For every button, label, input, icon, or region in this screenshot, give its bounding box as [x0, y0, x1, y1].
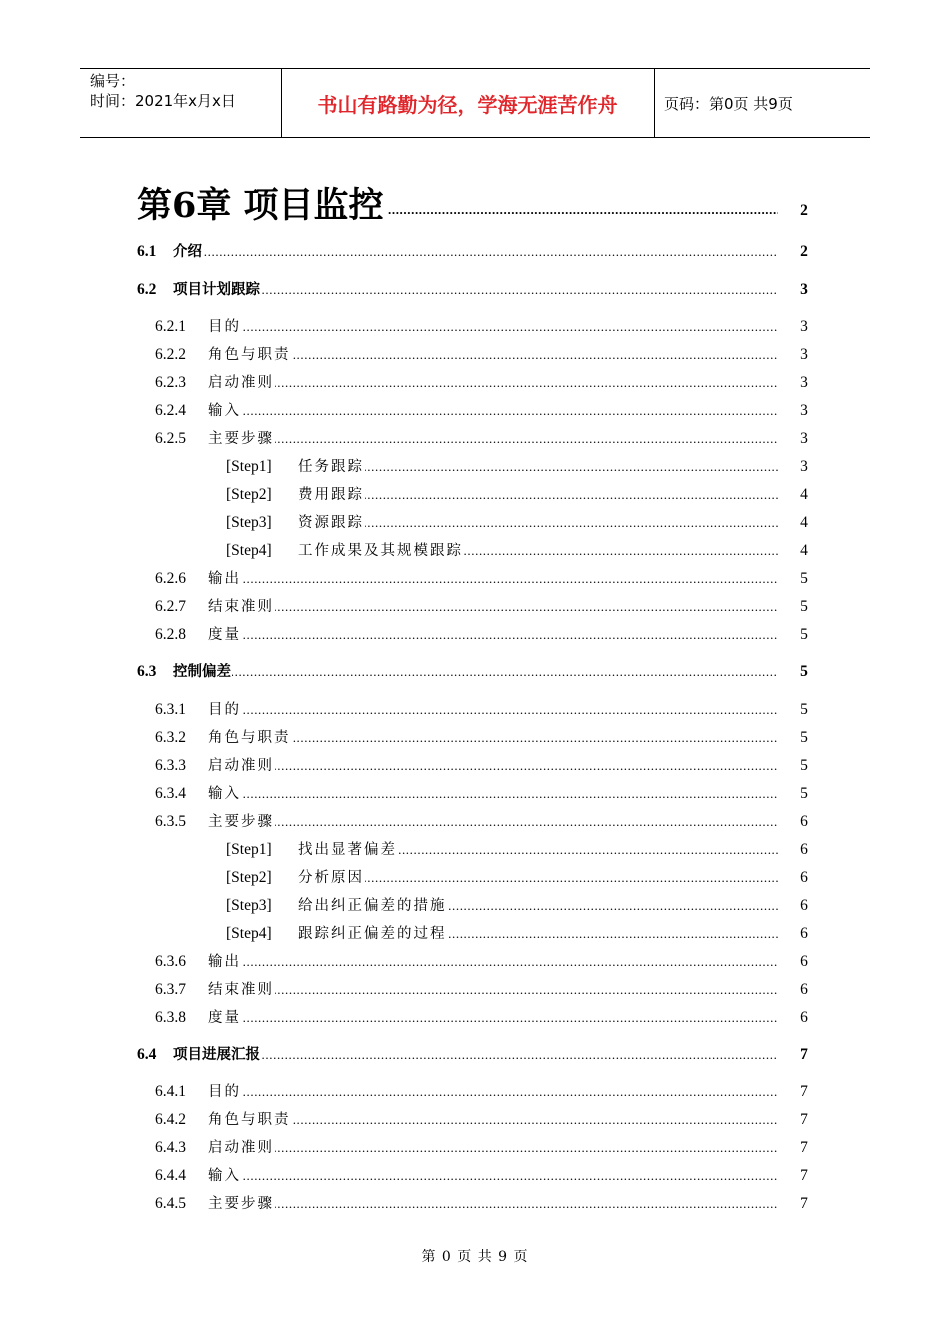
toc-entry-title: 角色与职责: [208, 347, 291, 363]
toc-entry-number: 6.2.6: [155, 570, 186, 587]
toc-step-entry[interactable]: [0, 483, 950, 507]
toc-subsection-entry[interactable]: [0, 1006, 950, 1030]
toc-page-number: 6: [800, 953, 808, 970]
toc-subsection-entry[interactable]: [0, 782, 950, 806]
toc-page-number: 6: [800, 1009, 808, 1026]
toc-page-number: 5: [800, 570, 808, 587]
toc-entry-title: 给出纠正偏差的措施: [298, 898, 447, 914]
toc-entry-title: 输入: [208, 1168, 241, 1184]
toc-step-entry[interactable]: [0, 922, 950, 946]
toc-subsection-entry[interactable]: [0, 950, 950, 974]
toc-leader: [298, 511, 778, 535]
chapter-page-number: 2: [800, 202, 808, 219]
toc-entry-title: 启动准则: [208, 1140, 274, 1156]
toc-entry-number: 6.2.7: [155, 598, 186, 615]
toc-subsection-entry[interactable]: [0, 1136, 950, 1160]
toc-entry-title: 角色与职责: [208, 730, 291, 746]
toc-entry-title: 结束准则: [208, 982, 274, 998]
toc-entry-number: 6.3.4: [155, 785, 186, 802]
toc-section-entry[interactable]: [0, 1043, 950, 1067]
toc-subsection-entry[interactable]: [0, 315, 950, 339]
toc-section-entry[interactable]: [0, 278, 950, 302]
toc-subsection-entry[interactable]: [0, 1192, 950, 1216]
toc-step-entry[interactable]: [0, 838, 950, 862]
toc-entry-number: [Step3]: [226, 514, 272, 531]
toc-subsection-entry[interactable]: [0, 810, 950, 834]
toc-page-number: 6: [800, 813, 808, 830]
toc-entry-title: 主要步骤: [208, 431, 274, 447]
toc-page-number: 7: [800, 1167, 808, 1184]
toc-entry-number: [Step3]: [226, 897, 272, 914]
toc-subsection-entry[interactable]: [0, 371, 950, 395]
toc-subsection-entry[interactable]: [0, 623, 950, 647]
toc-page-number: 5: [800, 663, 808, 680]
toc-entry-title: 启动准则: [208, 758, 274, 774]
toc-entry-number: [Step1]: [226, 458, 272, 475]
toc-page-number: 5: [800, 626, 808, 643]
toc-page-number: 7: [800, 1195, 808, 1212]
toc-page-number: 4: [800, 542, 808, 559]
toc-entry-number: 6.3.1: [155, 701, 186, 718]
toc-entry-number: 6.2.4: [155, 402, 186, 419]
toc-entry-title: 介绍: [173, 244, 202, 260]
chapter-title: 第6章 项目监控: [137, 185, 384, 226]
toc-entry-number: 6.3: [137, 663, 157, 680]
header-meta: [90, 71, 280, 111]
toc-leader: [208, 595, 778, 619]
toc-entry-title: 分析原因: [298, 870, 364, 886]
toc-entry-title: 目的: [208, 1084, 241, 1100]
toc-leader: [208, 1006, 778, 1030]
toc-subsection-entry[interactable]: [0, 567, 950, 591]
toc-subsection-entry[interactable]: [0, 978, 950, 1002]
toc-leader: [298, 455, 778, 479]
toc-subsection-entry[interactable]: [0, 595, 950, 619]
toc-entry-number: 6.3.5: [155, 813, 186, 830]
toc-entry-title: 任务跟踪: [298, 459, 364, 475]
toc-leader: [208, 1164, 778, 1188]
toc-entry-title: 主要步骤: [208, 1196, 274, 1212]
toc-step-entry[interactable]: [0, 539, 950, 563]
toc-leader: [298, 866, 778, 890]
toc-entry-number: 6.1: [137, 243, 157, 260]
toc-page-number: 5: [800, 757, 808, 774]
toc-entry-number: 6.3.6: [155, 953, 186, 970]
toc-entry-title: 资源跟踪: [298, 515, 364, 531]
toc-page-number: 2: [800, 243, 808, 260]
toc-subsection-entry[interactable]: [0, 754, 950, 778]
toc-page-number: 5: [800, 785, 808, 802]
toc-page-number: 4: [800, 486, 808, 503]
toc-entry-title: 目的: [208, 702, 241, 718]
toc-entry-number: [Step2]: [226, 486, 272, 503]
toc-entry-number: [Step4]: [226, 542, 272, 559]
toc-entry-number: 6.3.8: [155, 1009, 186, 1026]
toc-entry-number: 6.2: [137, 281, 157, 298]
toc-entry-number: [Step4]: [226, 925, 272, 942]
toc-page-number: 3: [800, 281, 808, 298]
toc-page-number: 6: [800, 925, 808, 942]
toc-leader: [208, 623, 778, 647]
toc-subsection-entry[interactable]: [0, 1164, 950, 1188]
toc-page-number: 5: [800, 701, 808, 718]
toc-entry-title: 项目计划跟踪: [173, 282, 260, 298]
toc-page-number: 5: [800, 598, 808, 615]
toc-step-entry[interactable]: [0, 894, 950, 918]
page-footer: 第 0 页 共 9 页: [421, 1249, 529, 1265]
toc-page-number: 5: [800, 729, 808, 746]
toc-entry-title: 项目进展汇报: [173, 1047, 260, 1063]
toc-page-number: 3: [800, 374, 808, 391]
toc-step-entry[interactable]: [0, 511, 950, 535]
toc-entry-title: 输入: [208, 786, 241, 802]
document-header: [80, 68, 870, 138]
toc-entry-title: 费用跟踪: [298, 487, 364, 503]
toc-page-number: 6: [800, 897, 808, 914]
toc-step-entry[interactable]: [0, 455, 950, 479]
toc-leader: [208, 1108, 778, 1132]
toc-entry-title: 角色与职责: [208, 1112, 291, 1128]
toc-entry-title: 输入: [208, 403, 241, 419]
toc-page-number: 3: [800, 430, 808, 447]
toc-entry-number: [Step1]: [226, 841, 272, 858]
toc-entry-number: 6.4.1: [155, 1083, 186, 1100]
toc-leader: [173, 240, 778, 264]
toc-entry-title: 目的: [208, 319, 241, 335]
toc-leader: [208, 1080, 778, 1104]
toc-entry-title: 输出: [208, 571, 241, 587]
toc-leader: [208, 726, 778, 750]
toc-entry-number: 6.2.8: [155, 626, 186, 643]
toc-leader: [388, 198, 778, 222]
toc-leader: [173, 278, 778, 302]
toc-step-entry[interactable]: [0, 866, 950, 890]
toc-subsection-entry[interactable]: [0, 427, 950, 451]
toc-leader: [208, 315, 778, 339]
toc-entry-title: 启动准则: [208, 375, 274, 391]
toc-page-number: 6: [800, 841, 808, 858]
toc-subsection-entry[interactable]: [0, 399, 950, 423]
toc-entry-number: 6.2.2: [155, 346, 186, 363]
toc-leader: [208, 978, 778, 1002]
toc-subsection-entry[interactable]: [0, 343, 950, 367]
toc-entry-number: 6.4.4: [155, 1167, 186, 1184]
toc-leader: [208, 343, 778, 367]
toc-chapter-entry[interactable]: [0, 184, 950, 228]
toc-leader: [173, 660, 778, 684]
toc-entry-title: 度量: [208, 627, 241, 643]
toc-leader: [298, 483, 778, 507]
toc-page-number: 7: [800, 1046, 808, 1063]
toc-entry-title: 工作成果及其规模跟踪: [298, 543, 463, 559]
toc-page-number: 7: [800, 1111, 808, 1128]
toc-leader: [208, 810, 778, 834]
toc-leader: [208, 950, 778, 974]
toc-page-number: 7: [800, 1139, 808, 1156]
toc-entry-title: 主要步骤: [208, 814, 274, 830]
toc-entry-title: 找出显著偏差: [298, 842, 397, 858]
toc-entry-number: 6.4.3: [155, 1139, 186, 1156]
toc-page-number: 4: [800, 514, 808, 531]
doc-time-label: 时间：2021年x月x日: [90, 92, 236, 110]
toc-entry-number: 6.2.1: [155, 318, 186, 335]
toc-entry-number: 6.3.3: [155, 757, 186, 774]
toc-leader: [208, 371, 778, 395]
toc-subsection-entry[interactable]: [0, 698, 950, 722]
toc-entry-number: 6.3.2: [155, 729, 186, 746]
toc-leader: [208, 754, 778, 778]
toc-leader: [208, 782, 778, 806]
toc-page-number: 3: [800, 402, 808, 419]
toc-entry-title: 结束准则: [208, 599, 274, 615]
toc-entry-number: [Step2]: [226, 869, 272, 886]
toc-entry-number: 6.2.5: [155, 430, 186, 447]
toc-subsection-entry[interactable]: [0, 1108, 950, 1132]
toc-page-number: 6: [800, 981, 808, 998]
toc-page-number: 7: [800, 1083, 808, 1100]
header-motto: 书山有路勤为径，学海无涯苦作舟: [317, 92, 618, 117]
toc-subsection-entry[interactable]: [0, 726, 950, 750]
toc-section-entry[interactable]: [0, 660, 950, 684]
toc-page-number: 6: [800, 869, 808, 886]
toc-section-entry[interactable]: [0, 240, 950, 264]
toc-entry-title: 度量: [208, 1010, 241, 1026]
toc-leader: [208, 1192, 778, 1216]
toc-page-number: 3: [800, 318, 808, 335]
doc-number-label: 编号：: [90, 72, 136, 90]
toc-entry-title: 跟踪纠正偏差的过程: [298, 926, 447, 942]
header-page-info: 页码：第0页 共9页: [664, 94, 793, 113]
toc-leader: [173, 1043, 778, 1067]
toc-leader: [208, 1136, 778, 1160]
toc-page-number: 3: [800, 346, 808, 363]
toc-entry-number: 6.3.7: [155, 981, 186, 998]
toc-entry-number: 6.2.3: [155, 374, 186, 391]
toc-entry-title: 控制偏差: [173, 664, 231, 680]
toc-page-number: 3: [800, 458, 808, 475]
toc-leader: [208, 427, 778, 451]
toc-subsection-entry[interactable]: [0, 1080, 950, 1104]
toc-leader: [208, 698, 778, 722]
toc-leader: [208, 399, 778, 423]
toc-entry-number: 6.4.5: [155, 1195, 186, 1212]
toc-entry-number: 6.4: [137, 1046, 157, 1063]
toc-entry-title: 输出: [208, 954, 241, 970]
toc-entry-number: 6.4.2: [155, 1111, 186, 1128]
toc-leader: [208, 567, 778, 591]
header-divider: [654, 69, 655, 137]
